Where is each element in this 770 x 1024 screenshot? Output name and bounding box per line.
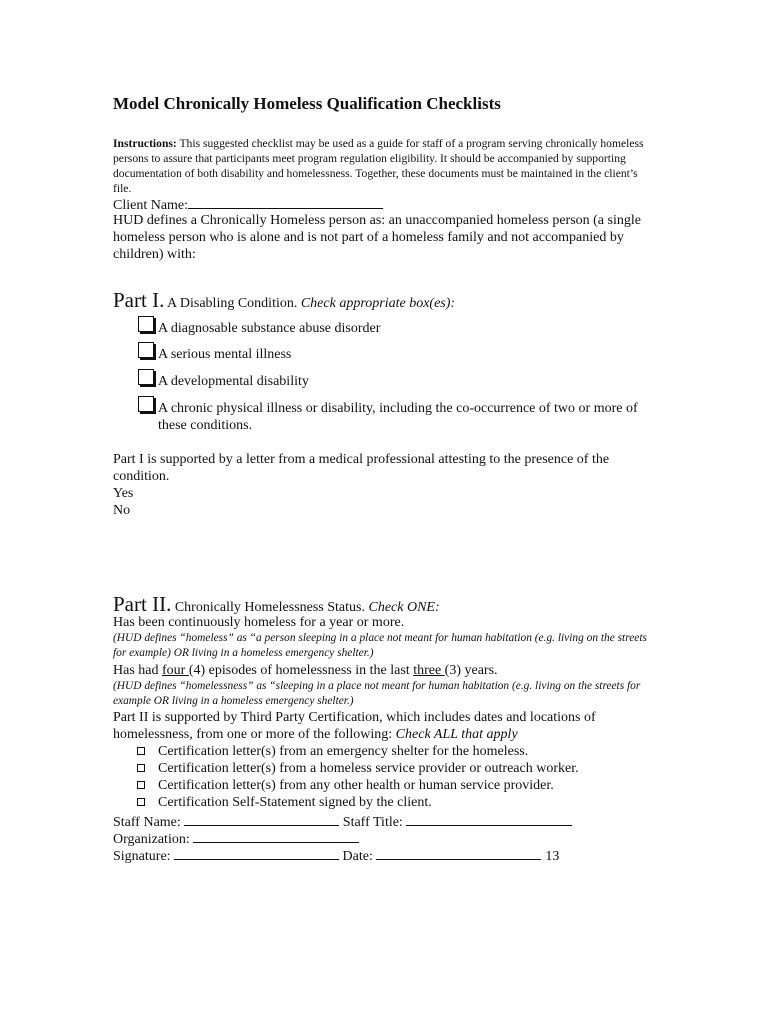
option-developmental-disability: A developmental disability (158, 374, 309, 389)
checkbox-cert-self-statement[interactable] (137, 798, 145, 806)
part2-support-instruction: Check ALL that apply (395, 727, 518, 742)
signature-label: Signature: (113, 849, 175, 864)
episodes-text-c: (3) years. (444, 663, 498, 678)
part2-support-text-a: Part II is supported by Third Party Certification, which includes dates and locations of homelessness, from one or more of the following: (113, 710, 596, 742)
part2-option-episodes[interactable] (113, 662, 498, 679)
checkbox-cert-other[interactable] (137, 781, 145, 789)
part1-yes[interactable]: Yes (113, 486, 134, 501)
episodes-text-b: (4) episodes of homelessness in the last (188, 663, 414, 678)
checkbox-cert-provider[interactable] (137, 764, 145, 772)
part2-instruction: Check ONE: (368, 600, 440, 615)
instructions-paragraph (113, 136, 658, 196)
staff-name-label: Staff Name: (113, 815, 185, 830)
hud-definition: HUD defines a Chronically Homeless person as: an unaccompanied homeless person (a single homeless person who is alone and is not part of a homeless family and not accompanied by children) with: (113, 213, 641, 262)
date-field[interactable] (376, 845, 541, 860)
part1-no[interactable]: No (113, 503, 131, 518)
cert-self-statement: Certification Self-Statement signed by the client. (158, 795, 432, 810)
staff-name-field[interactable] (184, 811, 339, 826)
part2-subheading: Chronically Homelessness Status. (171, 600, 369, 615)
option-chronic-physical-illness: A chronic physical illness or disability, including the co-occurrence of two or more of these conditions. (158, 401, 638, 433)
part2-note-homelessness: (HUD defines “homelessness” as “sleeping in a place not meant for human habitation (e.g. living on the streets for example OR living in a homeless emergency shelter.) (113, 680, 641, 707)
organization-label: Organization: (113, 832, 194, 847)
page-title: Model Chronically Homeless Qualification Checklists (113, 94, 501, 113)
staff-title-field[interactable] (406, 811, 572, 826)
organization-field[interactable] (193, 828, 359, 843)
page-number: 13 (545, 849, 560, 864)
instructions-text: This suggested checklist may be used as a guide for staff of a program serving chronically homeless persons to assure that participants meet program regulation eligibility. It should be accompanied by supporting documentation of both disability and homelessness. Together, these documents must be maintained in the client’s file. (113, 137, 644, 195)
checkbox-chronic-physical-illness[interactable] (138, 396, 154, 412)
instructions-label: Instructions: (113, 137, 177, 150)
cert-provider: Certification letter(s) from a homeless service provider or outreach worker. (158, 761, 579, 776)
date-label: Date: (339, 849, 377, 864)
part1-instruction: Check appropriate box(es): (300, 296, 456, 311)
checkbox-mental-illness[interactable] (138, 342, 154, 358)
cert-shelter: Certification letter(s) from an emergency shelter for the homeless. (158, 744, 529, 759)
checkbox-substance-abuse[interactable] (138, 316, 154, 332)
part2-option-continuous[interactable]: Has been continuously homeless for a year or more. (113, 615, 405, 630)
part1-subheading: A Disabling Condition. (164, 296, 301, 311)
staff-title-label: Staff Title: (339, 815, 407, 830)
episodes-four: four (162, 663, 189, 678)
checkbox-developmental-disability[interactable] (138, 369, 154, 385)
part2-support-text (113, 709, 658, 743)
option-mental-illness: A serious mental illness (158, 347, 292, 362)
checkbox-cert-shelter[interactable] (137, 747, 145, 755)
signature-row (113, 845, 559, 865)
client-name-label: Client Name: (113, 198, 189, 213)
episodes-three: three (413, 663, 445, 678)
signature-field[interactable] (174, 845, 339, 860)
option-substance-abuse: A diagnosable substance abuse disorder (158, 321, 381, 336)
client-name-row (113, 194, 383, 214)
part1-heading-row (113, 288, 455, 313)
cert-other: Certification letter(s) from any other health or human service provider. (158, 778, 554, 793)
client-name-field[interactable] (188, 194, 383, 209)
part1-heading: Part I. (113, 288, 165, 312)
part2-note-homeless: (HUD defines “homeless” as “a person sleeping in a place not meant for human habitation (e.g. living on the streets for example) OR living in a homeless emergency shelter.) (113, 632, 647, 659)
episodes-text-a: Has had (113, 663, 162, 678)
part2-heading: Part II. (113, 592, 172, 616)
part1-support-text: Part I is supported by a letter from a medical professional attesting to the presence of the condition. (113, 452, 610, 484)
